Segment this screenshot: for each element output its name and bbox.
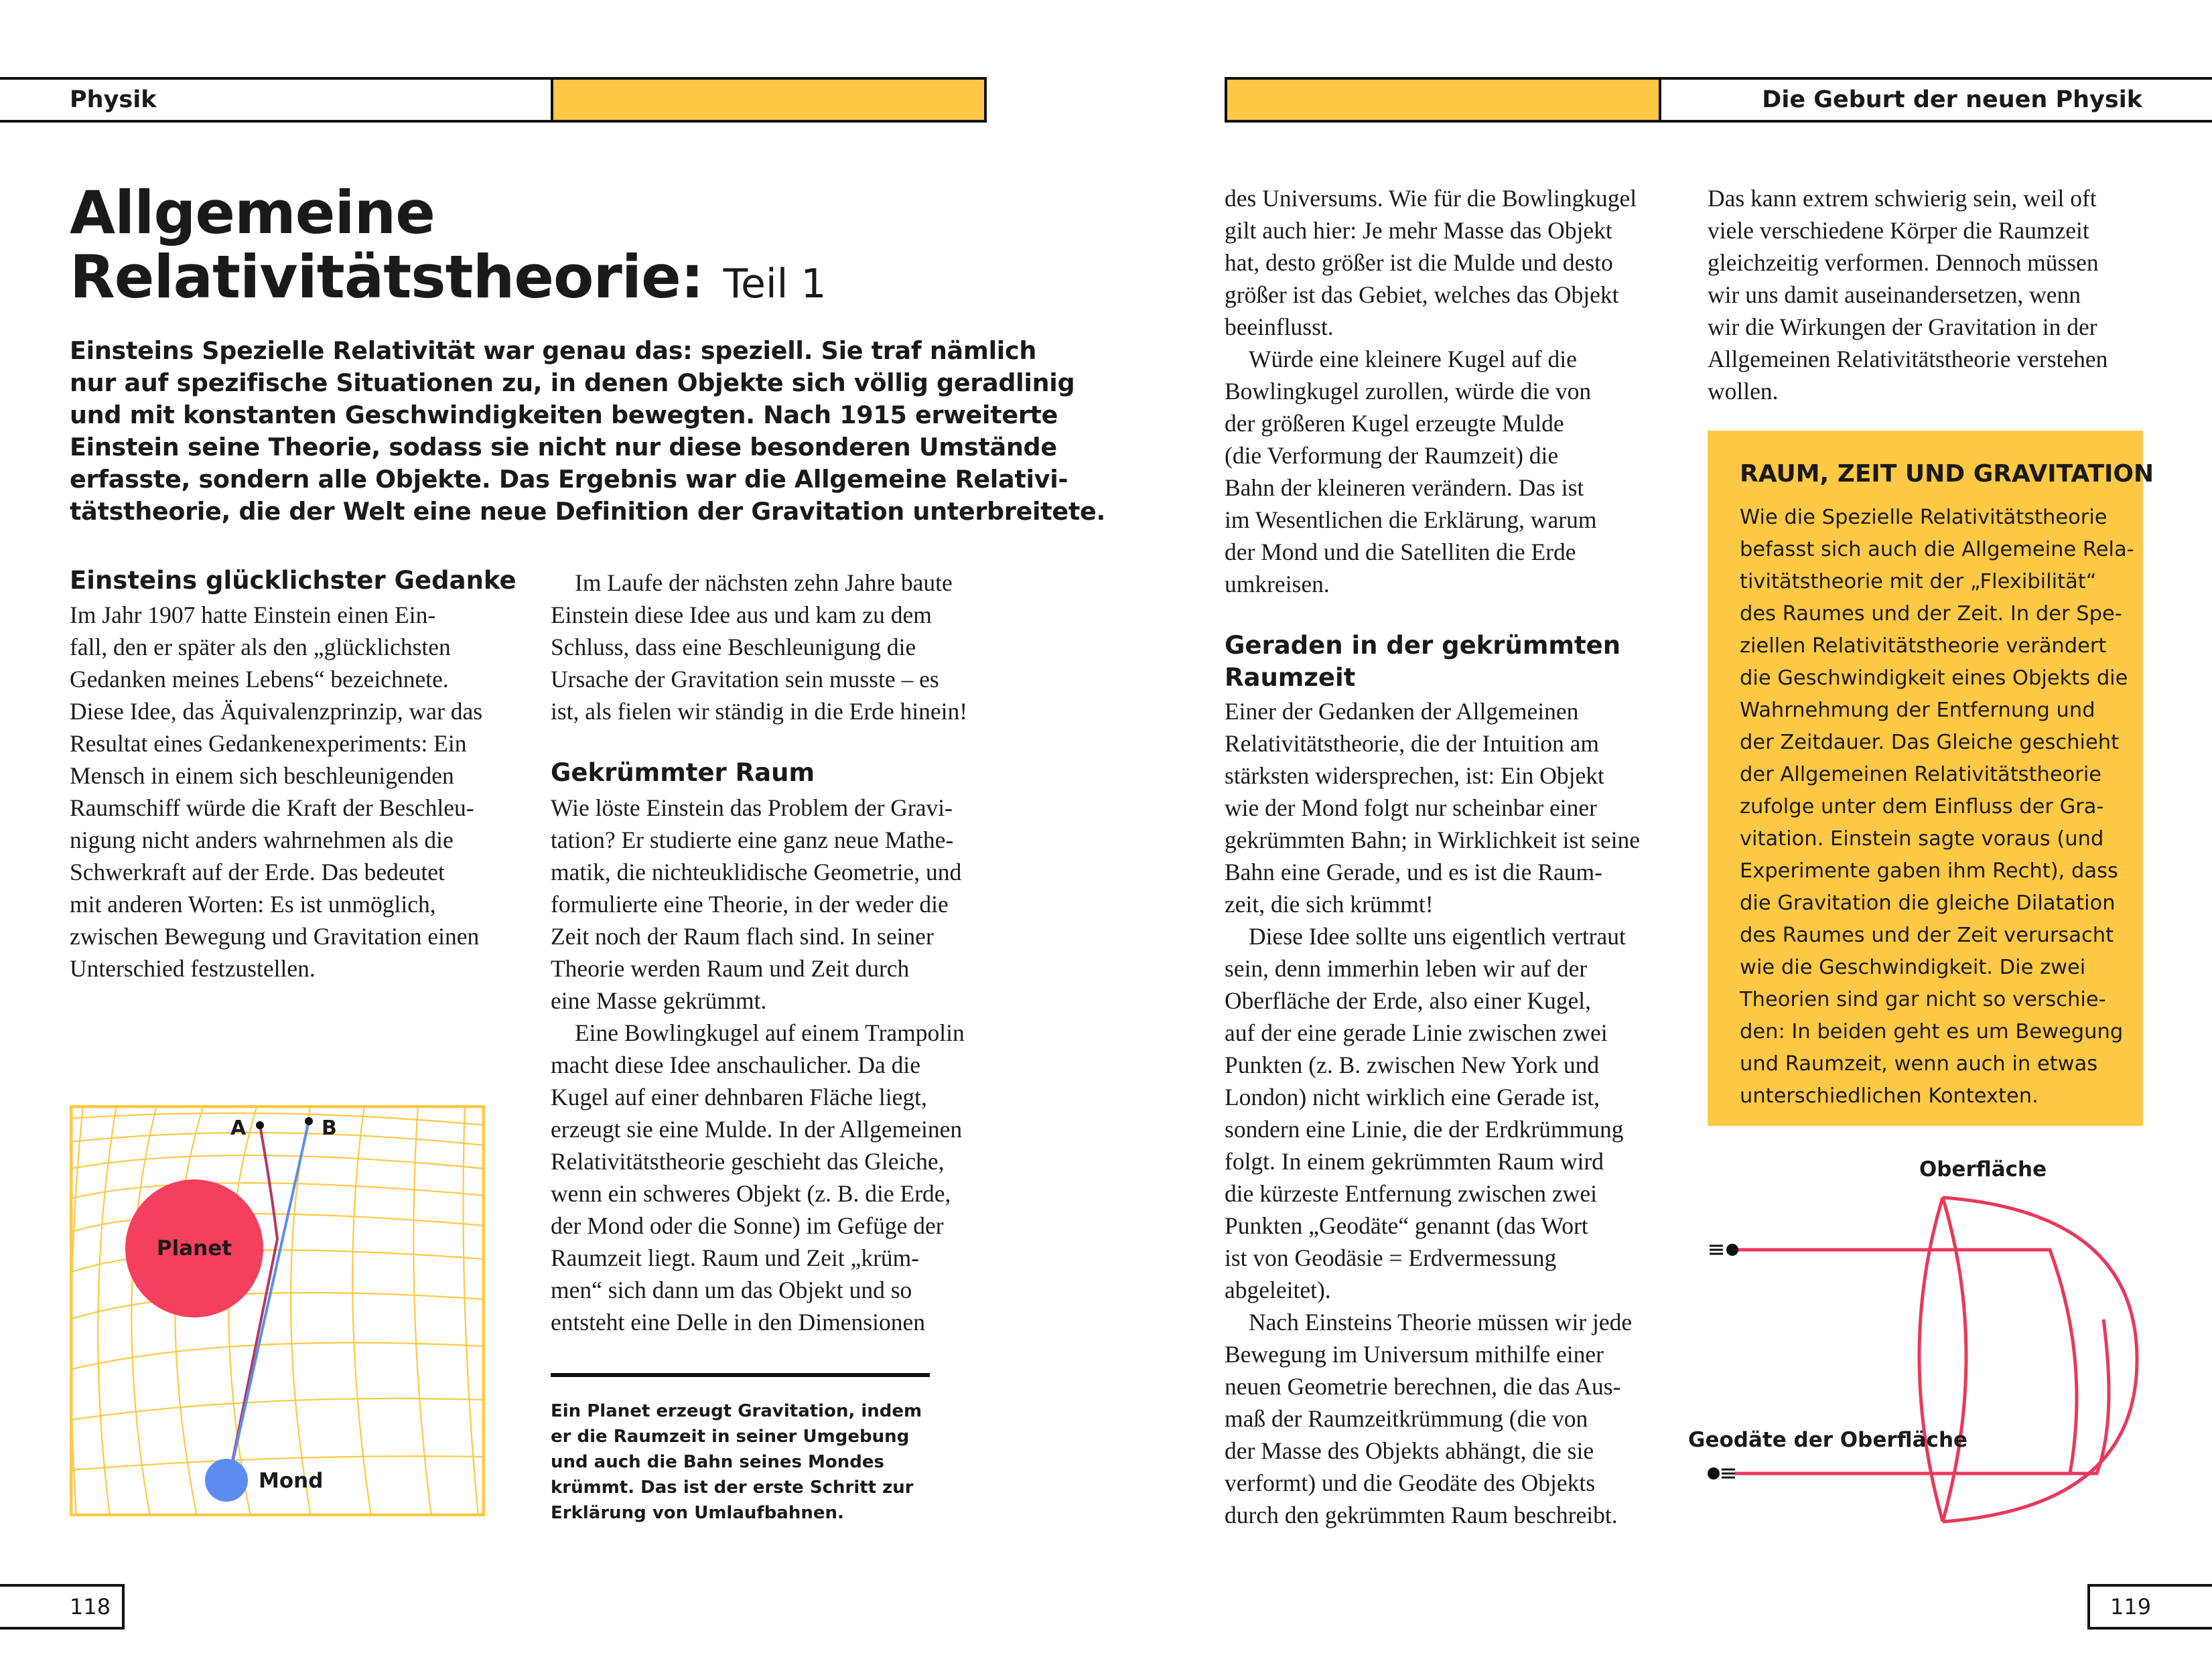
text-line: Einsteins Spezielle Relativität war genau das: speziell. Sie traf nämlich [70, 336, 1037, 365]
text-line: matik, die nichteuklidische Geometrie, und [551, 859, 962, 885]
text-line: Würde eine kleinere Kugel auf die [1249, 346, 1577, 372]
text-line: Raumzeit liegt. Raum und Zeit „krüm- [551, 1244, 920, 1271]
text-line: mit anderen Worten: Es ist unmöglich, [70, 891, 436, 918]
hemisphere-shape [1735, 1198, 2137, 1522]
header-left-accent [551, 77, 987, 123]
text-line: und auch die Bahn seines Mondes [551, 1452, 885, 1472]
text-line: Resultat eines Gedankenexperiments: Ein [70, 730, 467, 757]
figure-frame [71, 1106, 484, 1515]
text-line: erfasste, sondern alle Objekte. Das Ergebnis war die Allgemeine Relativi- [70, 465, 1068, 494]
page-number-right: 119 [2087, 1584, 2212, 1630]
text-line: Im Jahr 1907 hatte Einstein einen Ein- [70, 601, 436, 628]
text-line: befasst sich auch die Allgemeine Rela- [1740, 538, 2134, 561]
text-line: zeit, die sich krümmt! [1225, 891, 1434, 918]
text-line: Wahrnehmung der Entfernung und [1740, 699, 2095, 722]
figure-geodesic [1675, 1152, 2144, 1527]
text-line: gilt auch hier: Je mehr Masse das Objekt [1225, 217, 1612, 244]
text-line: im Wesentlichen die Erklärung, warum [1225, 506, 1597, 533]
text-line: Das kann extrem schwierig sein, weil oft [1708, 185, 2097, 212]
text-line: Einstein seine Theorie, sodass sie nicht nur diese besonderen Umstände [70, 433, 1057, 461]
text-line: Wie die Spezielle Relativitätstheorie [1740, 506, 2107, 529]
text-line: Oberfläche der Erde, also einer Kugel, [1225, 987, 1592, 1014]
text-line: abgeleitet). [1225, 1277, 1331, 1303]
text-line: Diese Idee, das Äquivalenzprinzip, war das [70, 698, 483, 725]
text-line: beeinflusst. [1225, 313, 1334, 340]
text-line: Bahn der kleineren verändern. Das ist [1225, 474, 1584, 501]
text-line: Schluss, dass eine Beschleunigung die [551, 634, 916, 660]
text-line: London) nicht wirklich eine Gerade ist, [1225, 1084, 1600, 1110]
text-line: Diese Idee sollte uns eigentlich vertraut [1249, 923, 1626, 950]
text-line: der Zeitdauer. Das Gleiche geschieht [1740, 731, 2120, 754]
text-line: Punkten „Geodäte“ genannt (das Wort [1225, 1212, 1588, 1239]
spacetime-grid-diagram [70, 1105, 485, 1516]
text-line: entsteht eine Delle in den Dimensionen [551, 1309, 925, 1336]
text-line: ist, als fielen wir ständig in die Erde hinein! [551, 698, 968, 725]
text-line: Nach Einsteins Theorie müssen wir jede [1249, 1309, 1633, 1336]
text-line: und Raumzeit, wenn auch in etwas [1740, 1052, 2098, 1076]
text-line: Eine Bowlingkugel auf einem Trampolin [575, 1019, 965, 1046]
text-line: sein, denn immerhin leben wir auf der [1225, 955, 1588, 982]
text-line: Mensch in einem sich beschleunigenden [70, 762, 454, 789]
section1-text [70, 599, 482, 985]
text-line: verformt) und die Geodäte des Objekts [1225, 1469, 1596, 1496]
start-marker-bottom [1708, 1467, 1735, 1480]
text-line: wir die Wirkungen der Gravitation in der [1708, 313, 2097, 340]
figure-caption [551, 1398, 922, 1526]
text-line: Theorie werden Raum und Zeit durch [551, 955, 910, 982]
info-box [1708, 431, 2154, 1126]
text-line: Kugel auf einer dehnbaren Fläche liegt, [551, 1084, 927, 1110]
start-marker-top [1710, 1244, 1738, 1256]
text-line: stärksten widersprechen, ist: Ein Objekt [1225, 762, 1604, 789]
text-line: nur auf spezifische Situationen zu, in denen Objekte sich völlig geradlinig [70, 368, 1075, 397]
geodesic-label: Geodäte der Oberfläche [1688, 1428, 1968, 1452]
text-line: des Raumes und der Zeit verursacht [1740, 924, 2114, 947]
text-line: Gedanken meines Lebens“ bezeichnete. [70, 666, 449, 693]
text-line: Relativitätstheorie, die der Intuition am [1225, 730, 1599, 757]
header-right-accent [1225, 77, 1661, 123]
text-line: (die Verformung der Raumzeit) die [1225, 442, 1559, 469]
text-line: der Mond oder die Sonne) im Gefüge der [551, 1212, 944, 1239]
page-title [70, 178, 827, 316]
text-line: maß der Raumzeitkrümmung (die von [1225, 1405, 1588, 1432]
text-line: Wie löste Einstein das Problem der Gravi- [551, 794, 953, 821]
text-line: Punkten (z. B. zwischen New York und [1225, 1052, 1600, 1078]
text-line: hat, desto größer ist die Mulde und desto [1225, 249, 1613, 276]
text-line: Theorien sind gar nicht so verschie- [1740, 988, 2106, 1011]
text-line: gleichzeitig verformen. Dennoch müssen [1708, 249, 2099, 276]
text-line: auf der eine gerade Linie zwischen zwei [1225, 1019, 1608, 1046]
section3-heading-line1: Geraden in der gekrümmten [1225, 631, 1621, 660]
figure-planet-spacetime [70, 1105, 485, 1516]
text-line: Einer der Gedanken der Allgemeinen [1225, 698, 1579, 725]
section3-heading-line2: Raumzeit [1225, 663, 1356, 692]
header-right-bar [1659, 77, 2212, 123]
text-line: zufolge unter dem Einfluss der Gra- [1740, 795, 2104, 818]
section1-heading: Einsteins glücklichster Gedanke [70, 566, 516, 595]
text-line: unterschiedlichen Kontexten. [1740, 1084, 2038, 1108]
text-line: Erklärung von Umlaufbahnen. [551, 1503, 844, 1523]
header-left-bar [0, 77, 553, 123]
text-line: krümmt. Das ist der erste Schritt zur [551, 1478, 914, 1498]
info-box-title: RAUM, ZEIT UND GRAVITATION [1740, 460, 2154, 488]
page-number-left: 118 [0, 1584, 125, 1630]
title-line-2: Relativitätstheorie: [70, 242, 703, 311]
moon-circle [205, 1459, 248, 1502]
section2-heading: Gekrümmter Raum [551, 758, 815, 787]
text-line: sondern eine Linie, die der Erdkrümmung [1225, 1116, 1624, 1143]
text-line: Unterschied festzustellen. [70, 955, 316, 982]
text-line: und mit konstanten Geschwindigkeiten bewegten. Nach 1915 erweiterte [70, 401, 1058, 429]
text-line: er die Raumzeit in seiner Umgebung [551, 1427, 910, 1447]
text-line: eine Masse gekrümmt. [551, 987, 767, 1014]
chapter-title: Die Geburt der neuen Physik [1762, 86, 2142, 113]
text-line: die kürzeste Entfernung zwischen zwei [1225, 1180, 1597, 1207]
text-line: erzeugt sie eine Mulde. In der Allgemeinen [551, 1116, 963, 1143]
text-line: fall, den er später als den „glücklichsten [70, 634, 451, 660]
text-line: umkreisen. [1225, 571, 1330, 597]
text-line: Relativitätstheorie geschieht das Gleiche, [551, 1148, 945, 1175]
text-line: tivitätstheorie mit der „Flexibilität“ [1740, 570, 2097, 593]
text-line: viele verschiedene Körper die Raumzeit [1708, 217, 2089, 244]
text-line: Im Laufe der nächsten zehn Jahre baute [575, 569, 953, 596]
moon-label: Mond [259, 1469, 324, 1493]
planet-label: Planet [156, 1236, 232, 1260]
text-line: wie die Geschwindigkeit. Die zwei [1740, 956, 2086, 979]
text-line: neuen Geometrie berechnen, die das Aus- [1225, 1373, 1621, 1400]
text-line: die Gravitation die gleiche Dilatation [1740, 891, 2116, 915]
text-line: der Mond und die Satelliten die Erde [1225, 538, 1576, 565]
text-line: die Geschwindigkeit eines Objekts die [1740, 666, 2128, 690]
point-b [305, 1117, 313, 1125]
info-box-text [1740, 502, 2134, 1112]
text-line: formulierte eine Theorie, in der weder die [551, 891, 949, 918]
text-line: ziellen Relativitätstheorie verändert [1740, 634, 2107, 658]
surface-label: Oberfläche [1919, 1157, 2047, 1181]
text-line: Bewegung im Universum mithilfe einer [1225, 1341, 1604, 1368]
text-line: größer ist das Gebiet, welches das Objekt [1225, 281, 1619, 308]
text-line: wollen. [1708, 378, 1779, 405]
text-line: Allgemeinen Relativitätstheorie verstehen [1708, 346, 2108, 372]
intro-paragraph [70, 335, 1105, 528]
text-line: Schwerkraft auf der Erde. Das bedeutet [70, 859, 445, 885]
text-line: Bowlingkugel zurollen, würde die von [1225, 378, 1592, 405]
title-part: Teil 1 [723, 261, 827, 307]
section3-text [1225, 695, 1640, 1531]
text-line: Zeit noch der Raum flach sind. In seiner [551, 923, 934, 950]
text-line: tätstheorie, die der Welt eine neue Definition der Gravitation unterbreitete. [70, 497, 1106, 526]
text-line: Ein Planet erzeugt Gravitation, indem [551, 1401, 922, 1421]
text-line: der größeren Kugel erzeugte Mulde [1225, 410, 1564, 437]
section2-text [551, 792, 965, 1338]
text-line: des Universums. Wie für die Bowlingkugel [1225, 185, 1637, 212]
geodesic-diagram [1675, 1152, 2144, 1527]
text-line: der Allgemeinen Relativitätstheorie [1740, 763, 2102, 786]
text-line: gekrümmten Bahn; in Wirklichkeit ist seine [1225, 826, 1641, 853]
label-b: B [322, 1116, 337, 1140]
column4-text [1708, 182, 2107, 407]
point-a [256, 1121, 264, 1129]
text-line: Experimente gaben ihm Recht), dass [1740, 859, 2118, 883]
text-line: vitation. Einstein sagte voraus (und [1740, 827, 2104, 851]
label-a: A [230, 1116, 247, 1140]
text-line: Einstein diese Idee aus und kam zu dem [551, 601, 932, 628]
text-line: macht diese Idee anschaulicher. Da die [551, 1052, 920, 1078]
text-line: nigung nicht anders wahrnehmen als die [70, 826, 454, 853]
column3-text [1225, 182, 1637, 600]
text-line: durch den gekrümmten Raum beschreibt. [1225, 1502, 1618, 1528]
text-line: der Masse des Objekts abhängt, die sie [1225, 1437, 1594, 1464]
text-line: men“ sich dann um das Objekt und so [551, 1277, 912, 1303]
text-line: Bahn eine Gerade, und es ist die Raum- [1225, 859, 1602, 885]
text-line: des Raumes und der Zeit. In der Spe- [1740, 602, 2122, 626]
text-line: den: In beiden geht es um Bewegung [1740, 1020, 2124, 1043]
text-line: wir uns damit auseinandersetzen, wenn [1708, 281, 2081, 308]
text-line: folgt. In einem gekrümmten Raum wird [1225, 1148, 1604, 1175]
text-line: wie der Mond folgt nur scheinbar einer [1225, 794, 1597, 821]
section-label: Physik [70, 86, 157, 113]
title-line-1: Allgemeine [70, 178, 435, 247]
text-line: zwischen Bewegung und Gravitation einen [70, 923, 480, 950]
text-line: Raumschiff würde die Kraft der Beschleu- [70, 794, 474, 821]
text-line: Ursache der Gravitation sein musste – es [551, 666, 939, 693]
column2-intro-text [551, 567, 967, 727]
section3-heading [1225, 630, 1620, 694]
text-line: tation? Er studierte eine ganz neue Mathe- [551, 826, 954, 853]
text-line: wenn ein schweres Objekt (z. B. die Erde, [551, 1180, 951, 1207]
text-line: ist von Geodäsie = Erdvermessung [1225, 1244, 1557, 1271]
caption-rule [551, 1373, 930, 1377]
